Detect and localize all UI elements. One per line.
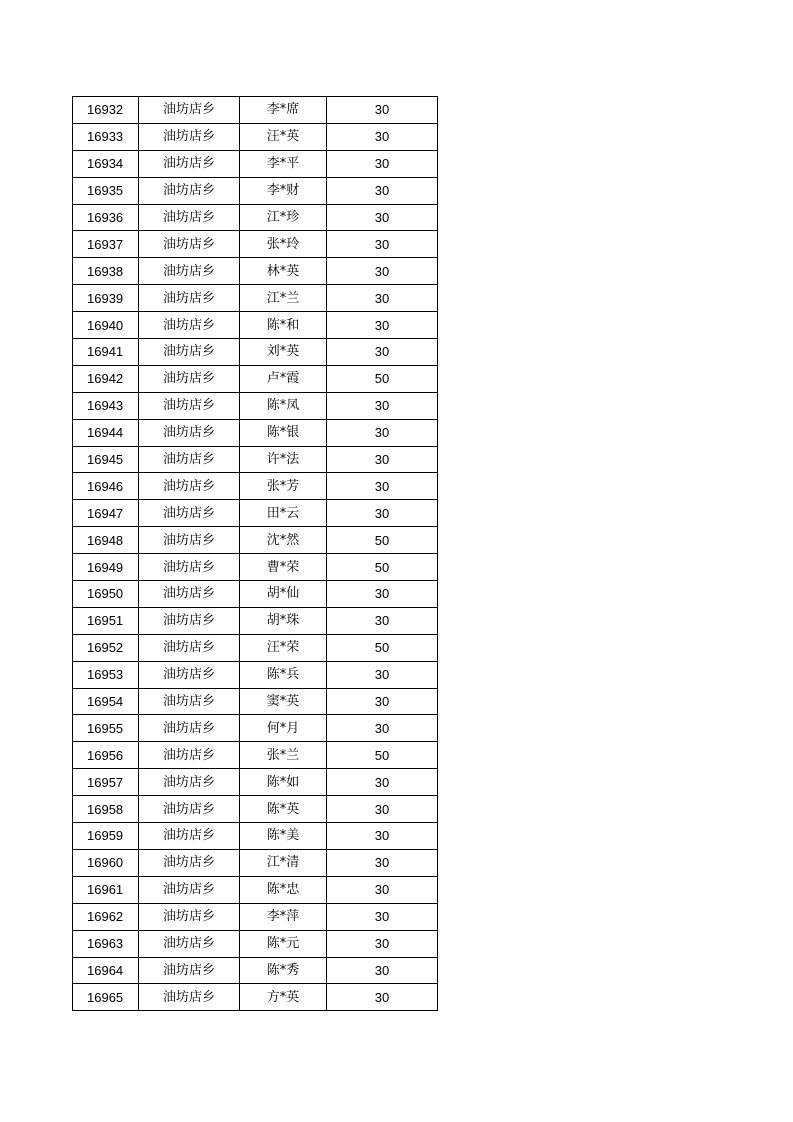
table-row [73, 984, 438, 1011]
table-row [73, 392, 438, 419]
person-name-cell: 陈*秀 [240, 957, 327, 984]
record-id-cell: 16937 [73, 231, 139, 258]
table-row [73, 312, 438, 339]
amount-cell: 50 [327, 554, 438, 581]
person-name-cell: 汪*英 [240, 123, 327, 150]
person-name-cell: 陈*兵 [240, 661, 327, 688]
township-cell: 油坊店乡 [139, 419, 240, 446]
table-row [73, 607, 438, 634]
table-row [73, 715, 438, 742]
table-row [73, 661, 438, 688]
township-cell: 油坊店乡 [139, 177, 240, 204]
record-id-cell: 16936 [73, 204, 139, 231]
amount-cell: 30 [327, 150, 438, 177]
table-row [73, 231, 438, 258]
roster-table-body [73, 97, 438, 1011]
amount-cell: 30 [327, 930, 438, 957]
amount-cell: 30 [327, 688, 438, 715]
record-id-cell: 16942 [73, 365, 139, 392]
person-name-cell: 卢*霞 [240, 365, 327, 392]
person-name-cell: 窦*英 [240, 688, 327, 715]
township-cell: 油坊店乡 [139, 581, 240, 608]
record-id-cell: 16933 [73, 123, 139, 150]
person-name-cell: 李*平 [240, 150, 327, 177]
township-cell: 油坊店乡 [139, 312, 240, 339]
amount-cell: 30 [327, 446, 438, 473]
person-name-cell: 陈*元 [240, 930, 327, 957]
amount-cell: 30 [327, 769, 438, 796]
record-id-cell: 16952 [73, 634, 139, 661]
table-row [73, 742, 438, 769]
person-name-cell: 张*玲 [240, 231, 327, 258]
record-id-cell: 16943 [73, 392, 139, 419]
table-row [73, 150, 438, 177]
township-cell: 油坊店乡 [139, 500, 240, 527]
person-name-cell: 胡*仙 [240, 581, 327, 608]
table-row [73, 634, 438, 661]
township-cell: 油坊店乡 [139, 715, 240, 742]
township-cell: 油坊店乡 [139, 392, 240, 419]
record-id-cell: 16953 [73, 661, 139, 688]
record-id-cell: 16951 [73, 607, 139, 634]
township-cell: 油坊店乡 [139, 365, 240, 392]
township-cell: 油坊店乡 [139, 742, 240, 769]
table-row [73, 365, 438, 392]
table-row [73, 446, 438, 473]
record-id-cell: 16965 [73, 984, 139, 1011]
township-cell: 油坊店乡 [139, 446, 240, 473]
record-id-cell: 16960 [73, 849, 139, 876]
record-id-cell: 16940 [73, 312, 139, 339]
person-name-cell: 沈*然 [240, 527, 327, 554]
person-name-cell: 江*珍 [240, 204, 327, 231]
amount-cell: 50 [327, 634, 438, 661]
amount-cell: 30 [327, 285, 438, 312]
record-id-cell: 16934 [73, 150, 139, 177]
person-name-cell: 江*清 [240, 849, 327, 876]
table-row [73, 204, 438, 231]
township-cell: 油坊店乡 [139, 473, 240, 500]
table-row [73, 123, 438, 150]
table-row [73, 769, 438, 796]
table-row [73, 177, 438, 204]
person-name-cell: 何*月 [240, 715, 327, 742]
amount-cell: 30 [327, 97, 438, 124]
amount-cell: 50 [327, 742, 438, 769]
township-cell: 油坊店乡 [139, 339, 240, 366]
record-id-cell: 16950 [73, 581, 139, 608]
amount-cell: 30 [327, 231, 438, 258]
township-cell: 油坊店乡 [139, 607, 240, 634]
person-name-cell: 陈*英 [240, 796, 327, 823]
record-id-cell: 16948 [73, 527, 139, 554]
amount-cell: 30 [327, 177, 438, 204]
person-name-cell: 林*英 [240, 258, 327, 285]
table-row [73, 688, 438, 715]
amount-cell: 30 [327, 796, 438, 823]
township-cell: 油坊店乡 [139, 634, 240, 661]
table-row [73, 473, 438, 500]
person-name-cell: 陈*银 [240, 419, 327, 446]
person-name-cell: 陈*凤 [240, 392, 327, 419]
amount-cell: 30 [327, 419, 438, 446]
person-name-cell: 许*法 [240, 446, 327, 473]
amount-cell: 50 [327, 527, 438, 554]
person-name-cell: 陈*和 [240, 312, 327, 339]
amount-cell: 30 [327, 715, 438, 742]
township-cell: 油坊店乡 [139, 285, 240, 312]
amount-cell: 30 [327, 984, 438, 1011]
table-row [73, 930, 438, 957]
township-cell: 油坊店乡 [139, 903, 240, 930]
person-name-cell: 李*席 [240, 97, 327, 124]
township-cell: 油坊店乡 [139, 150, 240, 177]
record-id-cell: 16947 [73, 500, 139, 527]
amount-cell: 30 [327, 312, 438, 339]
record-id-cell: 16961 [73, 876, 139, 903]
township-cell: 油坊店乡 [139, 123, 240, 150]
table-row [73, 796, 438, 823]
amount-cell: 50 [327, 365, 438, 392]
record-id-cell: 16932 [73, 97, 139, 124]
township-cell: 油坊店乡 [139, 876, 240, 903]
person-name-cell: 曹*荣 [240, 554, 327, 581]
record-id-cell: 16958 [73, 796, 139, 823]
person-name-cell: 陈*美 [240, 823, 327, 850]
record-id-cell: 16957 [73, 769, 139, 796]
township-cell: 油坊店乡 [139, 204, 240, 231]
person-name-cell: 张*芳 [240, 473, 327, 500]
record-id-cell: 16941 [73, 339, 139, 366]
amount-cell: 30 [327, 204, 438, 231]
person-name-cell: 方*英 [240, 984, 327, 1011]
table-row [73, 823, 438, 850]
township-cell: 油坊店乡 [139, 258, 240, 285]
township-cell: 油坊店乡 [139, 769, 240, 796]
township-cell: 油坊店乡 [139, 849, 240, 876]
record-id-cell: 16964 [73, 957, 139, 984]
amount-cell: 30 [327, 661, 438, 688]
person-name-cell: 江*兰 [240, 285, 327, 312]
amount-cell: 30 [327, 849, 438, 876]
township-cell: 油坊店乡 [139, 957, 240, 984]
person-name-cell: 田*云 [240, 500, 327, 527]
record-id-cell: 16938 [73, 258, 139, 285]
table-row [73, 581, 438, 608]
amount-cell: 30 [327, 123, 438, 150]
township-cell: 油坊店乡 [139, 930, 240, 957]
amount-cell: 30 [327, 339, 438, 366]
record-id-cell: 16962 [73, 903, 139, 930]
table-row [73, 339, 438, 366]
record-id-cell: 16949 [73, 554, 139, 581]
amount-cell: 30 [327, 392, 438, 419]
table-row [73, 849, 438, 876]
person-name-cell: 刘*英 [240, 339, 327, 366]
township-cell: 油坊店乡 [139, 231, 240, 258]
record-id-cell: 16959 [73, 823, 139, 850]
person-name-cell: 陈*忠 [240, 876, 327, 903]
table-row [73, 500, 438, 527]
person-name-cell: 胡*珠 [240, 607, 327, 634]
table-row [73, 527, 438, 554]
table-row [73, 903, 438, 930]
township-cell: 油坊店乡 [139, 97, 240, 124]
person-name-cell: 李*财 [240, 177, 327, 204]
township-cell: 油坊店乡 [139, 688, 240, 715]
township-cell: 油坊店乡 [139, 796, 240, 823]
amount-cell: 30 [327, 473, 438, 500]
table-row [73, 258, 438, 285]
record-id-cell: 16945 [73, 446, 139, 473]
township-cell: 油坊店乡 [139, 554, 240, 581]
record-id-cell: 16939 [73, 285, 139, 312]
township-cell: 油坊店乡 [139, 823, 240, 850]
amount-cell: 30 [327, 876, 438, 903]
township-cell: 油坊店乡 [139, 661, 240, 688]
record-id-cell: 16946 [73, 473, 139, 500]
document-page [72, 96, 438, 1011]
township-cell: 油坊店乡 [139, 527, 240, 554]
amount-cell: 30 [327, 957, 438, 984]
township-cell: 油坊店乡 [139, 984, 240, 1011]
record-id-cell: 16935 [73, 177, 139, 204]
amount-cell: 30 [327, 500, 438, 527]
roster-table [72, 96, 438, 1011]
table-row [73, 419, 438, 446]
amount-cell: 30 [327, 258, 438, 285]
record-id-cell: 16954 [73, 688, 139, 715]
table-row [73, 876, 438, 903]
table-row [73, 285, 438, 312]
record-id-cell: 16956 [73, 742, 139, 769]
person-name-cell: 汪*荣 [240, 634, 327, 661]
table-row [73, 554, 438, 581]
record-id-cell: 16955 [73, 715, 139, 742]
table-row [73, 97, 438, 124]
amount-cell: 30 [327, 581, 438, 608]
amount-cell: 30 [327, 823, 438, 850]
table-row [73, 957, 438, 984]
record-id-cell: 16963 [73, 930, 139, 957]
person-name-cell: 陈*如 [240, 769, 327, 796]
person-name-cell: 张*兰 [240, 742, 327, 769]
amount-cell: 30 [327, 607, 438, 634]
person-name-cell: 李*萍 [240, 903, 327, 930]
amount-cell: 30 [327, 903, 438, 930]
record-id-cell: 16944 [73, 419, 139, 446]
